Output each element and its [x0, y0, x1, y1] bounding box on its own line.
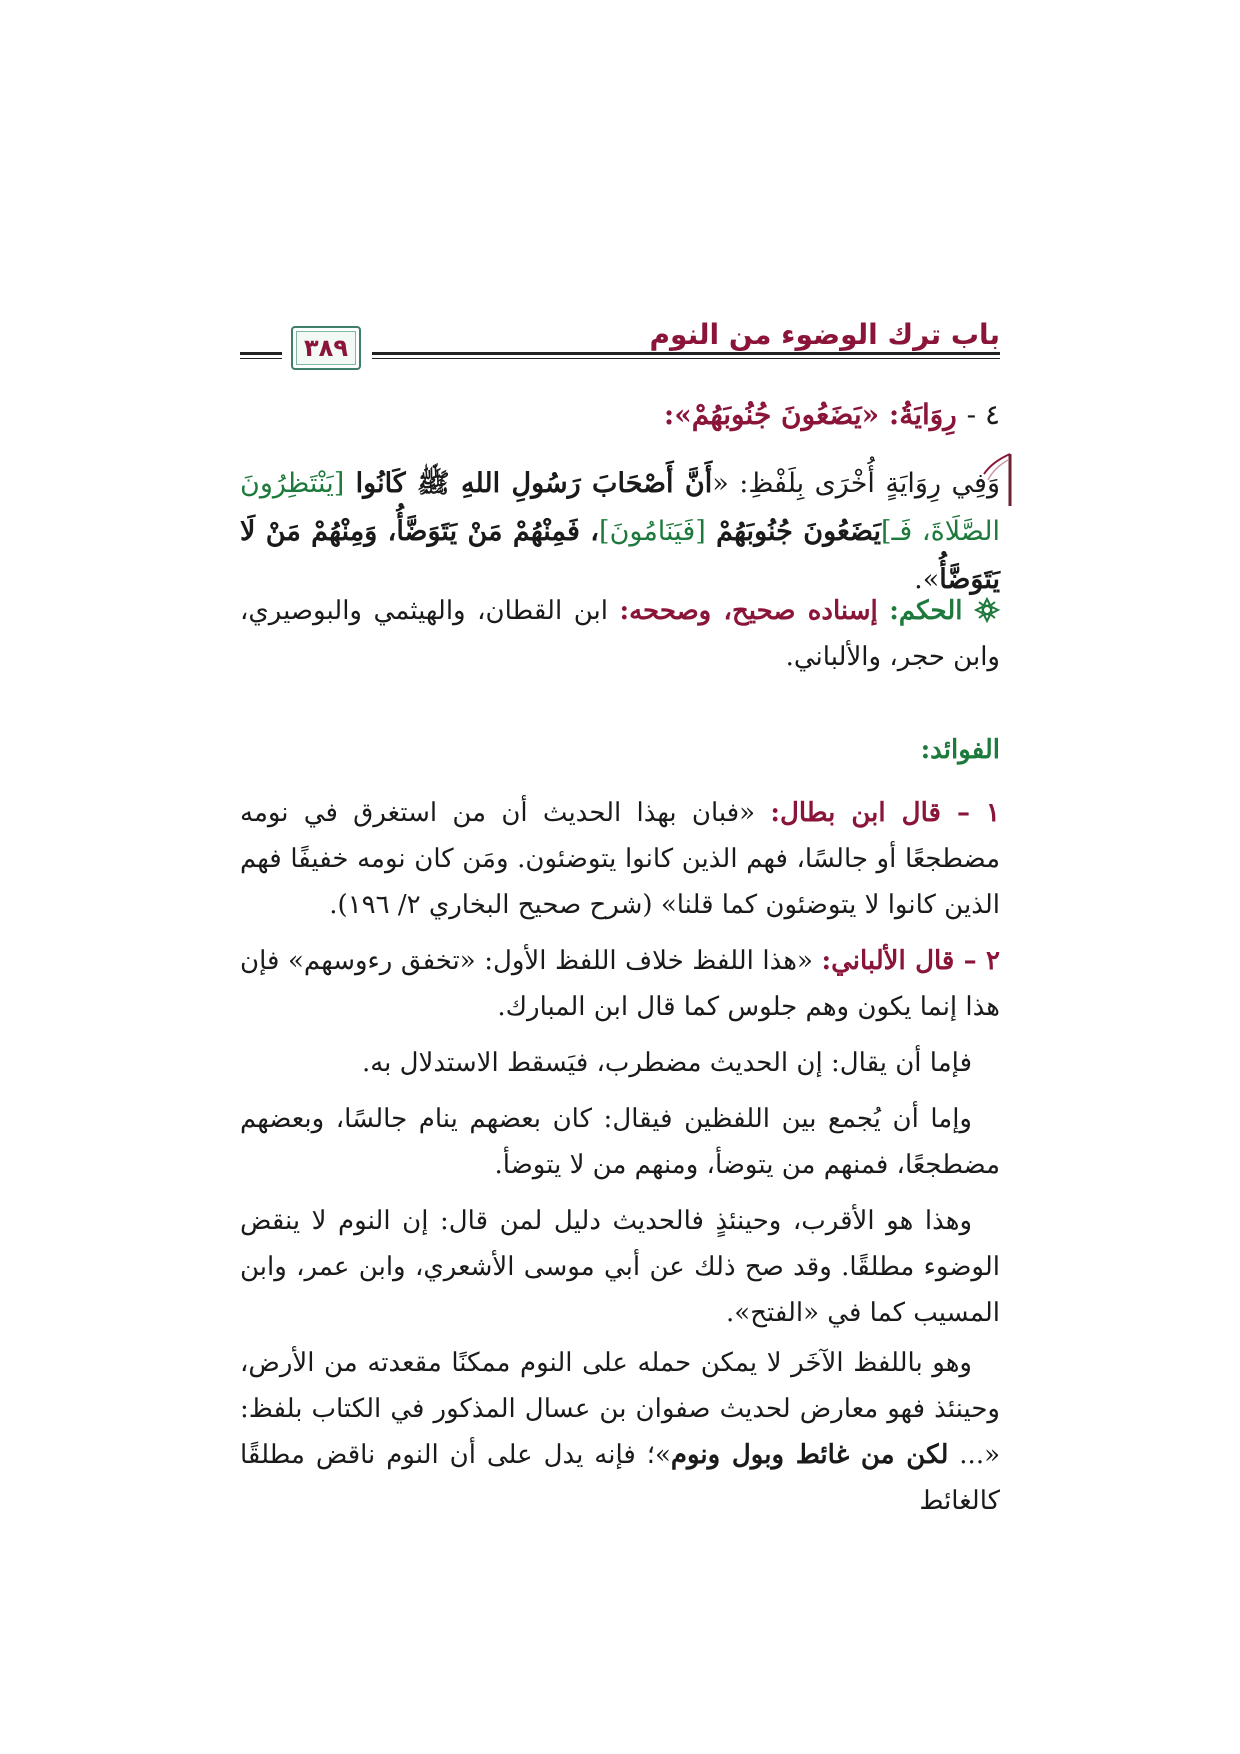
header-rule-right [372, 352, 1000, 355]
benefit-2-text: «هذا اللفظ خلاف اللفظ الأول: «تخفق رءوسهم» فإن هذا إنما يكون وهم جلوس كما قال ابن المبارك. [240, 946, 1000, 1022]
benefit-paragraph-2 [240, 938, 1000, 1030]
ruling-label: الحكم: [889, 596, 963, 626]
benefit-2-number-label: ٢ – قال الألباني: [821, 946, 1000, 976]
text-paragraph-6 [240, 1340, 1000, 1524]
benefits-heading: الفوائد: [920, 735, 1000, 765]
benefit-1-number-label: ١ – قال ابن بطال: [770, 798, 1000, 828]
flower-ornament-icon [974, 597, 1000, 623]
hadith-part-1: أَنَّ أَصْحَابَ رَسُولِ اللهِ ﷺ كَانُوا [344, 468, 713, 499]
ruling-text: ابن القطان، والهيثمي والبوصيري، وابن حجر، والألباني. [240, 596, 1000, 672]
chapter-title: باب ترك الوضوء من النوم [649, 318, 1000, 351]
header-rule-right-thin [372, 358, 1000, 359]
page-number: ٣٨٩ [304, 334, 348, 362]
paragraph-6-text-2: »؛ فإنه يدل على أن النوم ناقض مطلقًا كالغائط [240, 1440, 1000, 1516]
hadith-part-3: ، فَمِنْهُمْ مَنْ يَتَوَضَّأُ، وَمِنْهُمْ مَنْ لَا يَتَوَضَّأُ [240, 516, 1000, 595]
text-paragraph-4 [240, 1096, 1000, 1188]
paragraph-6-bold: لكن من غائط وبول ونوم [670, 1440, 949, 1470]
paragraph-4-text: وإما أن يُجمع بين اللفظين فيقال: كان بعضهم ينام جالسًا، وبعضهم مضطجعًا، فمنهم من يتوضأ، ومنهم من لا يتوضأ. [240, 1104, 1000, 1180]
header-rule-left [240, 352, 282, 355]
hadith-part-2: يَضَعُونَ جُنُوبَهُمْ [705, 516, 881, 547]
header-rule-left-thin [240, 358, 282, 359]
hadith-bracket-1: [يَنْتَظِرُونَ الصَّلَاةَ، فَـ] [240, 468, 1000, 547]
section-title: رِوَايَةُ: «يَضَعُونَ جُنُوبَهُمْ»: [663, 398, 957, 431]
hadith-bracket-2: [فَيَنَامُونَ] [599, 516, 706, 547]
ruling-paragraph [240, 588, 1000, 680]
paragraph-5-text: وهذا هو الأقرب، وحينئذٍ فالحديث دليل لمن قال: إن النوم لا ينقض الوضوء مطلقًا. وقد صح ذلك عن أبي موسى الأشعري، وابن عمر، وابن المسيب كما في «الفتح». [240, 1206, 1000, 1328]
paragraph-3-text: فإما أن يقال: إن الحديث مضطرب، فيَسقط الاستدلال به. [361, 1048, 972, 1078]
paragraph-6-text-1: وهو باللفظ الآخَر لا يمكن حمله على النوم ممكنًا مقعدته من الأرض، وحينئذ فهو معارض لحديث صفوان بن عسال المذكور في الكتاب بلفظ: «... [240, 1348, 1000, 1470]
benefit-paragraph-1 [240, 790, 1000, 928]
benefit-1-text: «فبان بهذا الحديث أن من استغرق في نومه مضطجعًا أو جالسًا، فهم الذين كانوا يتوضئون. ومَن كان نومه خفيفًا فهم الذين كانوا لا يتوضئون كما قلنا» (شرح صحيح البخاري ٢/ ١٩٦). [240, 798, 1000, 920]
text-paragraph-5 [240, 1198, 1000, 1336]
hadith-end: ». [914, 564, 940, 595]
section-heading [240, 398, 1000, 431]
ruling-status: إسناده صحيح، وصححه: [619, 596, 878, 626]
text-paragraph-3 [240, 1040, 1000, 1086]
hadith-text [240, 460, 1000, 604]
page-number-badge [291, 326, 361, 370]
hadith-intro: وَفِي رِوَايَةٍ أُخْرَى بِلَفْظِ: « [712, 468, 1000, 499]
section-number: ٤ - [966, 398, 1000, 431]
